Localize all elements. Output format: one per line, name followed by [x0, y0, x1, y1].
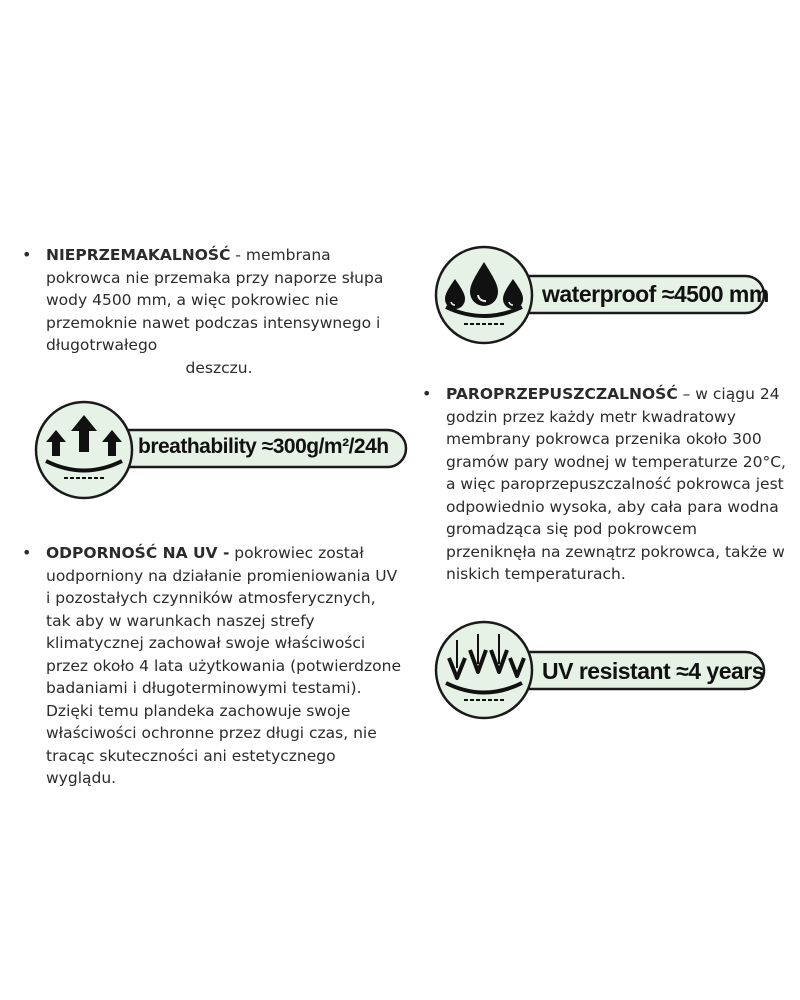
- waterproof-badge-label: waterproof ≈4500 mm: [542, 281, 769, 307]
- section-text: [22, 244, 392, 379]
- section-breathability: [422, 383, 786, 586]
- uv-badge-label: UV resistant ≈4 years: [542, 658, 765, 684]
- bullet-icon: •: [22, 543, 32, 562]
- section-heading: NIEPRZEMAKALNOŚĆ: [46, 246, 231, 264]
- bullet-icon: •: [422, 384, 432, 403]
- section-body: pokrowiec został uodporniony na działanie promieniowania UV i pozostałych czynników atmosferycznych, tak aby w warunkach naszej strefy klimatycznej zachował swoje właściwości przez około 4 lata użytkowania (potwierdzone badaniami i długoterminowymi testami). Dzięki temu plandeka zachowuje swoje właściwości ochronne przez długi czas, nie tracąc skuteczności ani estetycznego wyglądu.: [46, 544, 401, 787]
- section-waterproof: [22, 244, 392, 379]
- section-heading: PAROPRZEPUSZCZALNOŚĆ: [446, 385, 678, 403]
- section-body: – w ciągu 24 godzin przez każdy metr kwadratowy membrany pokrowca przenika około 300 gramów pary wodnej w temperaturze 20°C, a więc paroprzepuszczalność pokrowca jest odpowiednio wysoka, aby cała para wodna gromadząca się pod pokrowcem przeniknęła na zewnątrz pokrowca, także w niskich temperaturach.: [446, 385, 786, 583]
- bullet-icon: •: [22, 245, 32, 264]
- section-uv: [22, 542, 404, 790]
- section-text: [22, 542, 404, 790]
- section-text: [422, 383, 786, 586]
- section-body-tail: deszczu.: [185, 358, 253, 377]
- breathability-badge-label: breathability ≈300g/m²/24h: [138, 435, 389, 458]
- section-heading: ODPORNOŚĆ NA UV -: [46, 544, 230, 562]
- waterproof-badge: [434, 245, 774, 345]
- uv-badge: [434, 620, 774, 720]
- breathability-badge: [34, 400, 410, 500]
- section-body: - membrana pokrowca nie przemaka przy naporze słupa wody 4500 mm, a więc pokrowiec nie przemoknie nawet podczas intensywnego i długotrwałego: [46, 246, 384, 354]
